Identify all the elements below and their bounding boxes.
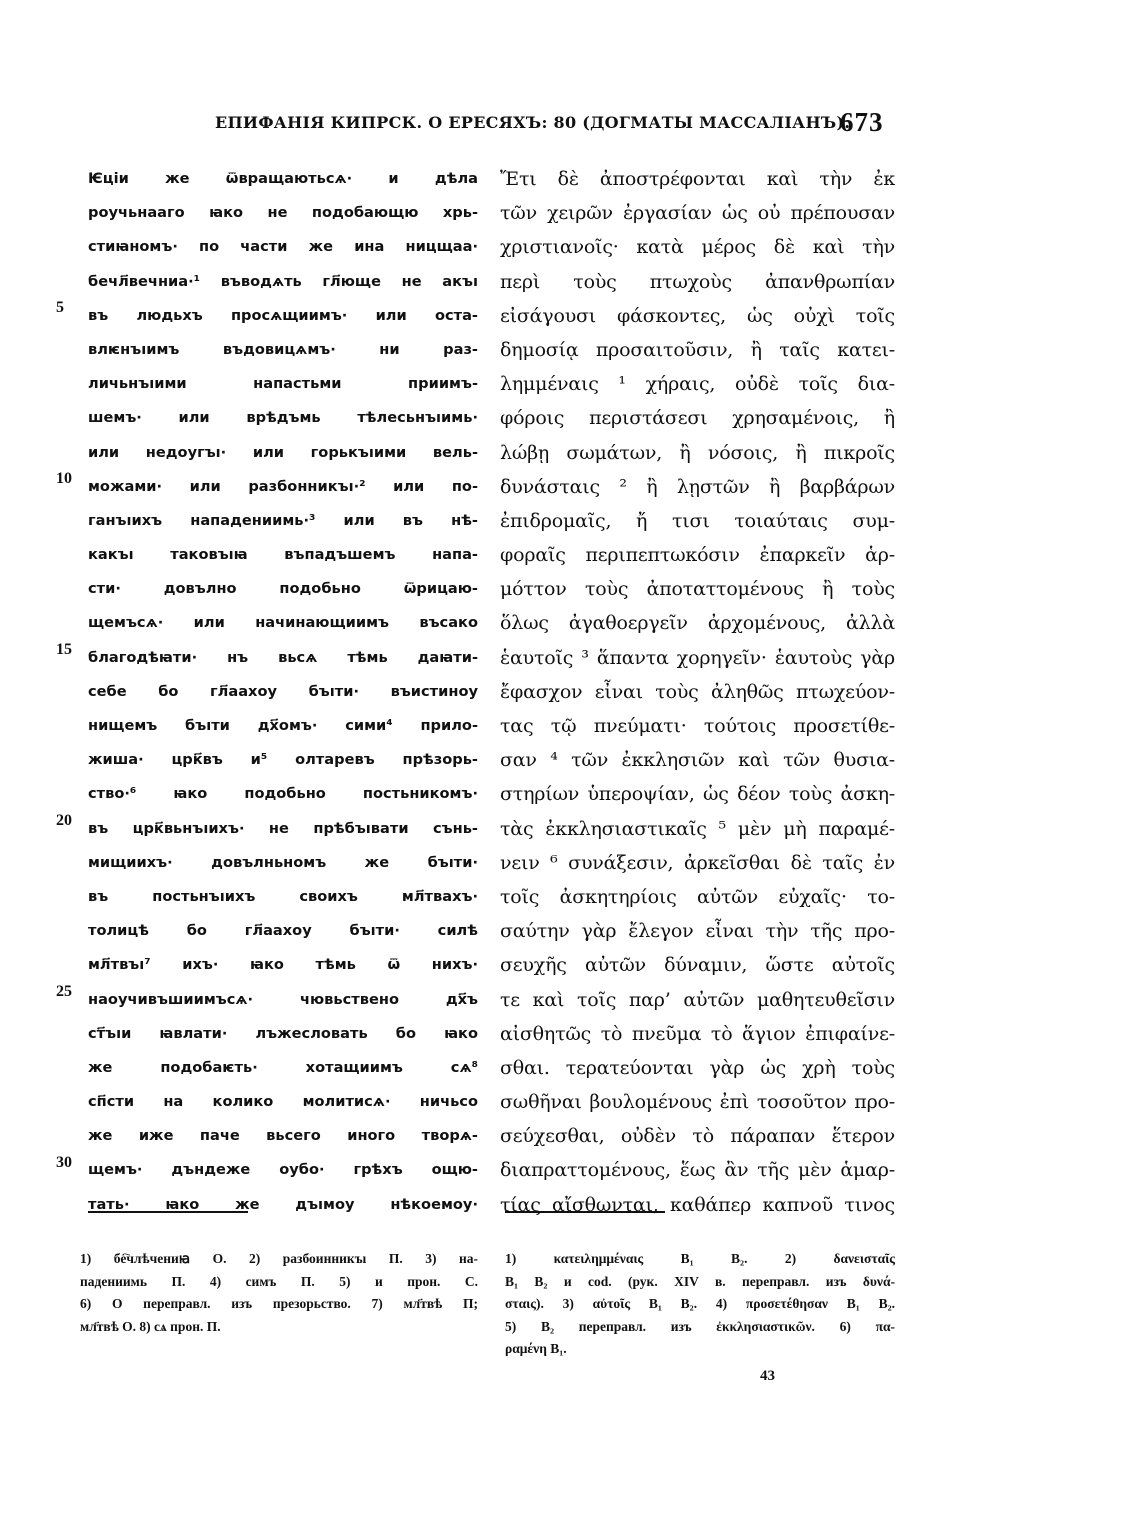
greek-line: στηρίων ὑπεροψίαν, ὡς δέον τοὺς ἀσκη- — [500, 783, 895, 806]
greek-line: τὰς ἐκκλησιαστικαῖς ⁵ μὲν μὴ παραμέ- — [500, 817, 895, 840]
greek-line: τε καὶ τοῖς παρ’ αὐτῶν μαθητευθεῖσιν — [500, 988, 895, 1011]
greek-line: ὅλως ἀγαθοεργεῖν ἀρχομένους, ἀλλὰ — [500, 612, 895, 635]
greek-line: λώβῃ σωμάτων, ἢ νόσοις, ἢ πικροῖς — [500, 441, 895, 464]
slavonic-line: шемъ· или врѣдъмь тѣлесьнъıимь· — [88, 409, 478, 427]
slavonic-line: сп҃сти на колико молитисѧ· ничьсо — [88, 1093, 478, 1111]
slavonic-line: ст҃ъıи ꙗвлати· лъжесловать бо ꙗко — [88, 1024, 478, 1042]
slavonic-line: же иже паче вьсего иного творѧ- — [88, 1127, 478, 1145]
greek-line: δυνάσταις ² ἢ λῃστῶν ἢ βαρβάρων — [500, 475, 895, 498]
line-number-5: 5 — [56, 298, 64, 316]
greek-line: ἐπιδρομαῖς, ἤ τισι τοιαύταις συμ- — [500, 509, 895, 532]
slavonic-line: можами· или разбонникъı·² или по- — [88, 477, 478, 495]
slavonic-line: ство·⁶ ꙗко подобьно постьникомъ· — [88, 785, 478, 803]
greek-line: δημοσίᾳ προσαιτοῦσιν, ἢ ταῖς κατει- — [500, 338, 895, 361]
line-number-10: 10 — [56, 469, 72, 487]
slavonic-line: влѥнъıимъ въдовицѧмъ· ни раз- — [88, 340, 478, 358]
slavonic-line: себе бо гл҃аахоу бъıти· въистиноу — [88, 682, 478, 700]
greek-line: ἔφασχον εἶναι τοὺς ἀληθῶς πτωχεύον- — [500, 680, 895, 703]
line-number-30: 30 — [56, 1153, 72, 1171]
slavonic-line: щемъ· дъндеже оубо· грѣхъ ощю- — [88, 1161, 478, 1179]
slavonic-line: толицѣ бо гл҃аахоу бъıти· силѣ — [88, 922, 478, 940]
footnote-line: падениимь П. 4) симъ П. 5) и прон. С. — [80, 1273, 478, 1289]
page-number: 673 — [840, 107, 884, 137]
slavonic-line: ганъıихъ нападениимь·³ или въ нѣ- — [88, 511, 478, 529]
footnote-line: 6) О переправл. изъ презорьство. 7) мл҃твѣ П; — [80, 1296, 478, 1311]
greek-line: μόττον τοὺς ἀποταττομένους ἢ τοὺς — [500, 578, 895, 601]
slavonic-line: или недоугъı· или горькъıими вель- — [88, 443, 478, 461]
footnotes-greek — [505, 1248, 895, 1361]
slavonic-line: нищемъ бъıти дх҃омъ· сими⁴ прило- — [88, 717, 478, 734]
slavonic-line: тать· ꙗко же дъıмоу нѣкоемоу· — [88, 1195, 478, 1213]
greek-line: τοῖς ἀσκητηρίοις αὐτῶν εὐχαῖς· το- — [500, 885, 895, 908]
greek-column — [500, 162, 895, 1222]
slavonic-line: щемъсѧ· или начинающиимъ въсако — [88, 614, 478, 632]
greek-line: σευχῆς αὐτῶν δύναμιν, ὥστε αὐτοῖς — [500, 954, 895, 977]
greek-line: τῶν χειρῶν ἐργασίαν ὡς οὐ πρέπουσαν — [500, 202, 895, 225]
greek-line: σωθῆναι βουλομένους ἐπὶ τοσοῦτον προ- — [500, 1091, 895, 1114]
footnote-rule-left — [88, 1211, 248, 1213]
greek-line: νειν ⁶ συνάξεσιν, ἀρκεῖσθαι δὲ ταῖς ἐν — [500, 851, 895, 874]
greek-line: χριστιανοῖς· κατὰ μέρος δὲ καὶ τὴν — [500, 236, 895, 259]
slavonic-line: стиꙗномъ· по части же ина ницщаа· — [88, 238, 478, 256]
line-number-15: 15 — [56, 640, 72, 658]
greek-line: σαν ⁴ τῶν ἐκκλησιῶν καὶ τῶν θυσια- — [500, 749, 895, 772]
footnotes-slavonic — [80, 1248, 478, 1338]
greek-line: λημμέναις ¹ χήραις, οὐδὲ τοῖς δια- — [500, 373, 895, 396]
slavonic-line: сти· довълно подобьно ѿрицаю- — [88, 580, 478, 598]
slavonic-line: бечл҃вечниа·¹ въводѧть гл҃юще не акъı — [88, 272, 478, 290]
greek-line: φοραῖς περιπεπτωκόσιν ἐπαρκεῖν ἁρ- — [500, 544, 895, 567]
greek-line: ἑαυτοῖς ³ ἅπαντα χορηγεῖν· ἑαυτοὺς γὰρ — [500, 646, 895, 669]
running-head: ЕПИФАНІЯ КИПРСК. О ЕРЕСЯХЪ: 80 (ДОГМАТЫ МАССАЛІАНЪ). — [215, 113, 851, 132]
slavonic-line: же подобаѥть· хотащиимъ сѧ⁸ — [88, 1058, 478, 1076]
footnote-line: 1) бе҇члѣчениꙗ О. 2) разбоинникъı П. 3) на- — [80, 1251, 478, 1266]
footnote-line: мл҃твѣ О. 8) сѧ прон. П. — [80, 1318, 221, 1334]
slavonic-line: въ людьхъ просѧщиимъ· или оста- — [88, 306, 478, 324]
slavonic-line: мищиихъ· довълньномъ же бъıти· — [88, 853, 478, 871]
slavonic-line: роучьнааго ꙗко не подобающю хрь- — [88, 204, 478, 222]
printer-signature: 43 — [760, 1368, 775, 1384]
slavonic-line: жиша· црк҃въ и⁵ олтаревъ прѣзорь- — [88, 751, 478, 769]
footnote-line: B₁ B₂ и cod. (рук. XIV в. переправл. изъ δυνά- — [505, 1273, 895, 1289]
footnote-line: σταις). 3) αὐτοῖς B₁ B₂. 4) προσετέθησαν B₁ B₂. — [505, 1296, 895, 1311]
slavonic-line: въ постьнъıихъ своихъ мл҃твахъ· — [88, 887, 478, 905]
footnote-line: 5) B₂ переправл. изъ ἐκκλησιαστικῶν. 6) πα- — [505, 1318, 895, 1334]
greek-line: τίας αἴσθωνται, καθάπερ καπνοῦ τινος — [500, 1193, 895, 1216]
greek-line: περὶ τοὺς πτωχοὺς ἀπανθρωπίαν — [500, 270, 895, 293]
slavonic-line: въ црк҃вьнъıихъ· не прѣбъıвати сънь- — [88, 819, 478, 837]
greek-line: διαπραττομένους, ἕως ἂν τῆς μὲν ἁμαρ- — [500, 1159, 895, 1182]
footnote-line: ραμένη B₁. — [505, 1341, 567, 1356]
slavonic-line: какъı таковъıꙗ въпадъшемъ напа- — [88, 546, 478, 564]
slavonic-line: Ѥціи же ѿвращаютьсѧ· и дѣла — [88, 170, 478, 187]
greek-line: φόροις περιστάσεσι χρησαμένοις, ἢ — [500, 407, 895, 430]
line-number-25: 25 — [56, 982, 72, 1000]
footnote-rule-right — [505, 1211, 665, 1213]
footnote-line: 1) κατειλημμέναις B₁ B₂. 2) δανεισταῖς — [505, 1251, 895, 1266]
line-number-20: 20 — [56, 811, 72, 829]
slavonic-line: мл҃твъı⁷ ихъ· ꙗко тѣмь ѿ нихъ· — [88, 956, 478, 974]
greek-line: αἰσθητῶς τὸ πνεῦμα τὸ ἅγιον ἐπιφαίνε- — [500, 1022, 895, 1045]
greek-line: Ἔτι δὲ ἀποστρέφονται καὶ τὴν ἐκ — [500, 168, 895, 190]
slavonic-line: благодѣꙗти· нъ вьсѧ тѣмь даꙗти- — [88, 648, 478, 666]
slavonic-column — [88, 162, 478, 1222]
slavonic-line: личьнъıими напастьми приимъ- — [88, 375, 478, 393]
greek-line: σαύτην γὰρ ἔλεγον εἶναι τὴν τῆς προ- — [500, 920, 895, 943]
greek-line: τας τῷ πνεύματι· τούτοις προσετίθε- — [500, 715, 895, 737]
slavonic-line: наоучивъшиимъсѧ· чювьствено дх҃ъ — [88, 990, 478, 1008]
greek-line: εἰσάγουσι φάσκοντες, ὡς οὐχὶ τοῖς — [500, 304, 895, 327]
greek-line: σθαι. τερατεύονται γὰρ ὡς χρὴ τοὺς — [500, 1056, 895, 1079]
greek-line: σεύχεσθαι, οὐδὲν τὸ πάραπαν ἕτερον — [500, 1125, 895, 1148]
